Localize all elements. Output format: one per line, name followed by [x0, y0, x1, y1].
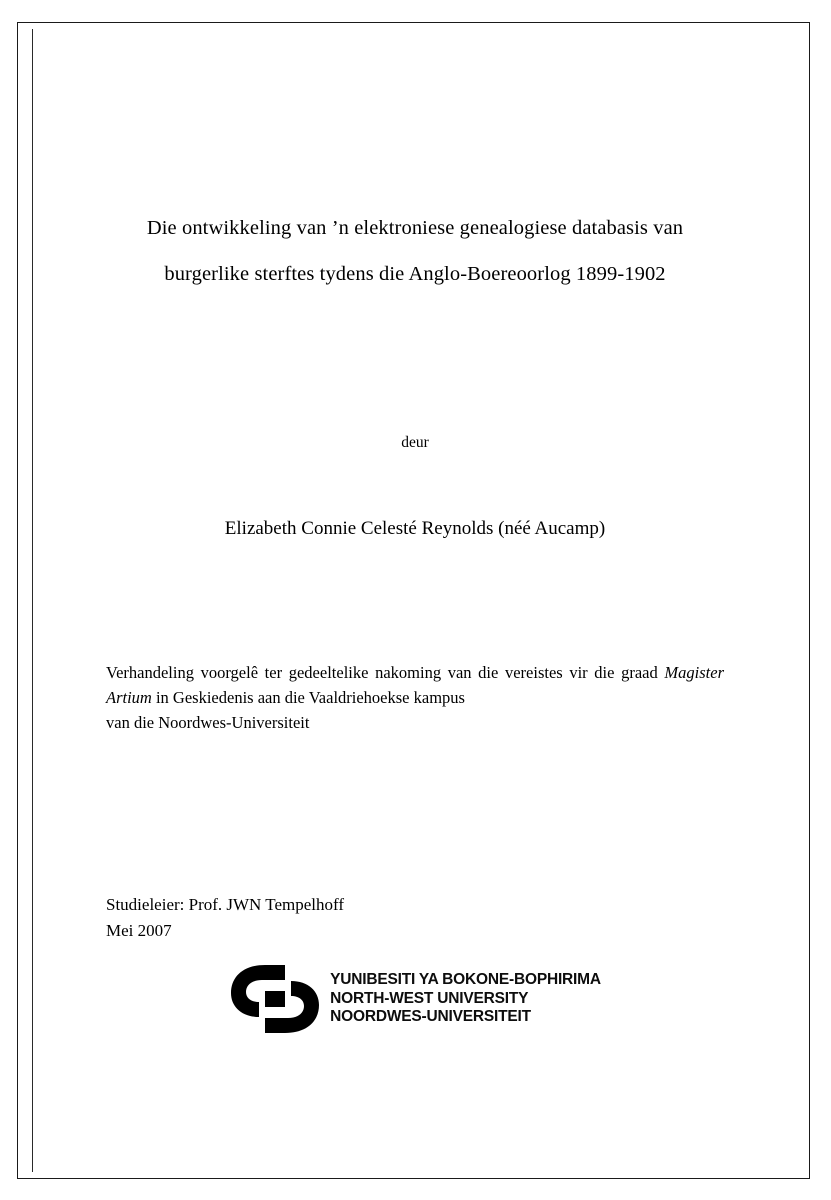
degree-statement [106, 660, 724, 735]
statement-part-3: van die Noordwes-Universiteit [106, 713, 310, 732]
logo-line-2: NORTH-WEST UNIVERSITY [330, 989, 529, 1007]
logo-line-3: NOORDWES-UNIVERSITEIT [330, 1008, 531, 1026]
university-logo [100, 963, 730, 1035]
logo-text-block [330, 971, 601, 1027]
supervisor-block [106, 892, 724, 944]
page-title [100, 205, 730, 297]
title-line-2: burgerlike sterftes tydens die Anglo-Boereoorlog 1899-1902 [164, 263, 666, 285]
supervisor-line: Studieleier: Prof. JWN Tempelhoff [106, 895, 345, 914]
by-word: deur [401, 434, 429, 451]
title-page-content [100, 0, 730, 1200]
statement-part-1: Verhandeling voorgelê ter gedeeltelike nakoming van die vereistes vir die graad [106, 663, 665, 682]
title-line-1: Die ontwikkeling van ’n elektroniese genealogiese databasis van [146, 217, 684, 239]
nwu-logo-mark-icon [229, 963, 321, 1035]
author-name: Elizabeth Connie Celesté Reynolds (néé Aucamp) [224, 518, 606, 539]
statement-degree: Magister Artium [106, 663, 724, 707]
logo-line-1: YUNIBESITI YA BOKONE-BOPHIRIMA [330, 971, 601, 989]
statement-part-2: in Geskiedenis aan die Vaaldriehoekse kampus [151, 688, 465, 707]
date-line: Mei 2007 [106, 921, 172, 940]
